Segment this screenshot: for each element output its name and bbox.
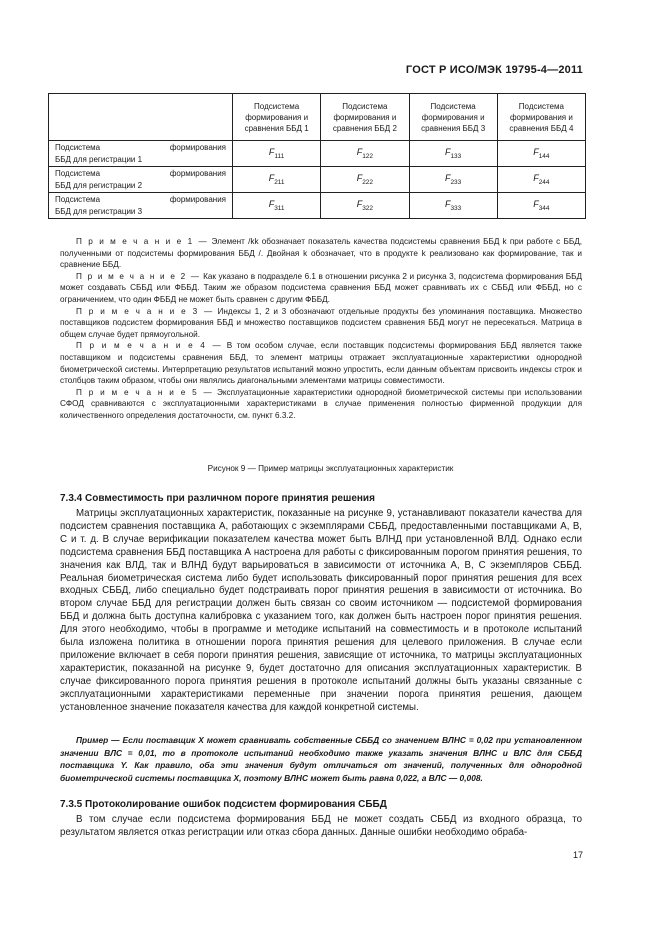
cell-index: 344: [538, 204, 550, 212]
cell-symbol: F: [533, 147, 539, 158]
cell-symbol: F: [268, 147, 275, 158]
matrix-cell: [233, 193, 321, 219]
cell-index: 333: [450, 204, 462, 212]
cell-symbol: F: [356, 147, 363, 158]
cell-index: 322: [362, 204, 374, 212]
column-header: Подсистема формирования и сравнения ББД 3: [409, 94, 497, 141]
note-label: П р и м е ч а н и е 3 —: [76, 306, 214, 316]
cell-symbol: F: [356, 199, 363, 210]
note-text: В том особом случае, если поставщик подсистемы формирования ББД является также поставщиком и подсистемы сравнения ББД, то элемент матрицы отражает эксплуатационные характеристики однородной биометрической системы. Интерпретацию результатов испытаний можно упростить, если данным объектам присвоить индексы строк и столбцов таким образом, чтобы они являлись диагональными элементами матрицы совместимости.: [60, 341, 582, 386]
cell-index: 311: [274, 204, 285, 212]
note-text: Элемент /kk обозначает показатель качества подсистемы сравнения ББД k при работе с ББД, полученными от подсистемы формирования ББД /. Двойная k обозначает, что в продукте k реализовано как формирование, так и сравнение ББД.: [60, 237, 583, 270]
row-header-line1: Подсистема формирования: [55, 142, 226, 152]
cell-symbol: F: [444, 199, 451, 210]
note-2: [60, 271, 582, 306]
section-heading-734: 7.3.4 Совместимость при различном пороге принятия решения: [60, 493, 375, 504]
cell-index: 133: [450, 152, 462, 160]
note-label: П р и м е ч а н и е 5 —: [76, 387, 214, 397]
note-label: П р и м е ч а н и е 1 —: [76, 237, 209, 246]
section-735-body: [60, 814, 582, 840]
table-row: [49, 141, 586, 167]
figure-caption: Рисунок 9 — Пример матрицы эксплуатационных характеристик: [207, 464, 454, 473]
matrix-cell: [321, 167, 409, 193]
cell-symbol: F: [444, 147, 451, 158]
cell-index: 144: [538, 152, 550, 160]
cell-index: 111: [274, 152, 285, 160]
column-header: Подсистема формирования и сравнения ББД 2: [321, 94, 409, 141]
note-text: Эксплуатационные характеристики однородной биометрической системы при использовании СФОД сравниваются с эксплуатационными характеристиками в случае применения полностью фирменной продукции для количественного определения достаточности, см. пункт 6.3.2.: [60, 387, 582, 420]
matrix-cell: [497, 141, 585, 167]
cell-symbol: F: [533, 199, 539, 210]
matrix-cell: [409, 167, 497, 193]
figure-notes: [60, 236, 582, 422]
matrix-cell: [233, 167, 321, 193]
row-header: [49, 141, 233, 167]
section-heading-735: 7.3.5 Протоколирование ошибок подсистем формирования СББД: [60, 799, 387, 810]
section-735-paragraph: В том случае если подсистема формирования ББД не может создать СББД из входного образца, то результатом является отказ регистрации или отказ сбора данных. Данные ошибки необходимо обраба-: [60, 814, 582, 838]
note-text: Как указано в подразделе 6.1 в отношении рисунка 2 и рисунка 3, подсистема формирования ББД может создавать СББД или ФББД. Таким же образом подсистема сравнения ББД может сравнивать их с СББД или ФББД, но с ограничением, что один ФББД не может быть сравнен с другим ФББД.: [60, 271, 582, 304]
cell-index: 222: [362, 178, 374, 186]
row-header-line1: Подсистема формирования: [55, 168, 226, 178]
matrix-cell: [409, 193, 497, 219]
section-734-body: [60, 508, 582, 715]
matrix-cell: [233, 141, 321, 167]
note-label: П р и м е ч а н и е 4 —: [76, 341, 223, 351]
note-text: Индексы 1, 2 и 3 обозначают отдельные продукты без упоминания поставщика. Множество поставщиков подсистем формирования ББД и множество поставщиков подсистем сравнения ББД могут не пересекаться. Матрица в общем случае будет прямоугольной.: [60, 306, 582, 339]
cell-index: 122: [362, 152, 374, 160]
cell-index: 244: [538, 178, 550, 186]
table-row: [49, 193, 586, 219]
example-text: Пример — Если поставщик X может сравнивать собственные СББД со значением ВЛНС = 0,02 при установленном значении ВЛС = 0,01, то в протоколе испытаний необходимо также указать значения ВЛНС и ВЛС для СББД поставщика Y. Как правило, оба эти значения будут отличаться от значений, полученных для однородной биометрической системы поставщика X, поэтому ВЛНС может быть равна 0,022, а ВЛС — 0,008.: [60, 735, 582, 783]
row-header-line1: Подсистема формирования: [55, 194, 226, 204]
cell-symbol: F: [268, 173, 275, 184]
note-label: П р и м е ч а н и е 2 —: [76, 271, 201, 281]
section-734-paragraph: Матрицы эксплуатационных характеристик, показанные на рисунке 9, устанавливают показатели качества для подсистем сравнения поставщика А, работающих с экземплярами СББД, предоставленными поставщиками А, В, С и т. д. В случае верификации показателем качества может быть ВЛНД при установленной ВЛД. Однако если подсистема сравнения ББД поставщика А настроена для работы с фиксированным порогом принятия решения, то значения как ВЛД, так и ВЛНД будут варьироваться в зависимости от источника А, В, С экземпляров СББД. Реальная биометрическая система либо будет использовать фиксированный порог принятия решения для всех входных СББД, либо специально будет подстраивать порог принятия решения в зависимости от источника. Во втором случае ББД для регистрации должен быть связан со своим источником — подсистемой формирования ББД и должна быть доступна калибровка с указанием того, как должен быть настроен порог принятия решения. Для этого необходимо, чтобы в программе и методике испытаний на совместимость и в протоколе испытаний была изложена политика в отношении порога принятия решения для целевого приложения. В случае если приложение включает в себя пороги принятия решения, зависящие от источника, то матрицы эксплуатационных характеристик, показанной на рисунке 9, будет достаточно для описания эксплуатационных характеристик. В случае фиксированного порога принятия решения в протоколе испытаний должны быть указаны связанные с эксплуатационными характеристиками переменные при значении порога принятия решения, дающем установленное значение показателя качества для каждой конкретной системы.: [60, 508, 582, 713]
matrix-cell: [409, 141, 497, 167]
cell-index: 233: [450, 178, 462, 186]
cell-index: 211: [274, 178, 285, 186]
table-corner-cell: [49, 94, 233, 141]
note-5: [60, 387, 582, 422]
column-header: Подсистема формирования и сравнения ББД 1: [233, 94, 321, 141]
row-header-line2: ББД для регистрации 1: [55, 154, 143, 164]
performance-matrix-table: [48, 93, 586, 219]
table-row: [49, 167, 586, 193]
row-header: [49, 193, 233, 219]
row-header-line2: ББД для регистрации 2: [55, 180, 143, 190]
column-header: Подсистема формирования и сравнения ББД 4: [497, 94, 585, 141]
matrix-cell: [321, 141, 409, 167]
row-header-line2: ББД для регистрации 3: [55, 206, 143, 216]
matrix-cell: [321, 193, 409, 219]
matrix-cell: [497, 193, 585, 219]
matrix-cell: [497, 167, 585, 193]
note-4: [60, 340, 582, 386]
page-number: 17: [572, 850, 583, 860]
cell-symbol: F: [268, 199, 275, 210]
table-header-row: [49, 94, 586, 141]
note-3: [60, 306, 582, 341]
cell-symbol: F: [533, 173, 539, 184]
cell-symbol: F: [356, 173, 363, 184]
document-header: ГОСТ Р ИСО/МЭК 19795-4—2011: [405, 64, 583, 76]
cell-symbol: F: [444, 173, 451, 184]
note-1: [60, 236, 582, 271]
row-header: [49, 167, 233, 193]
example-block: [60, 734, 582, 784]
